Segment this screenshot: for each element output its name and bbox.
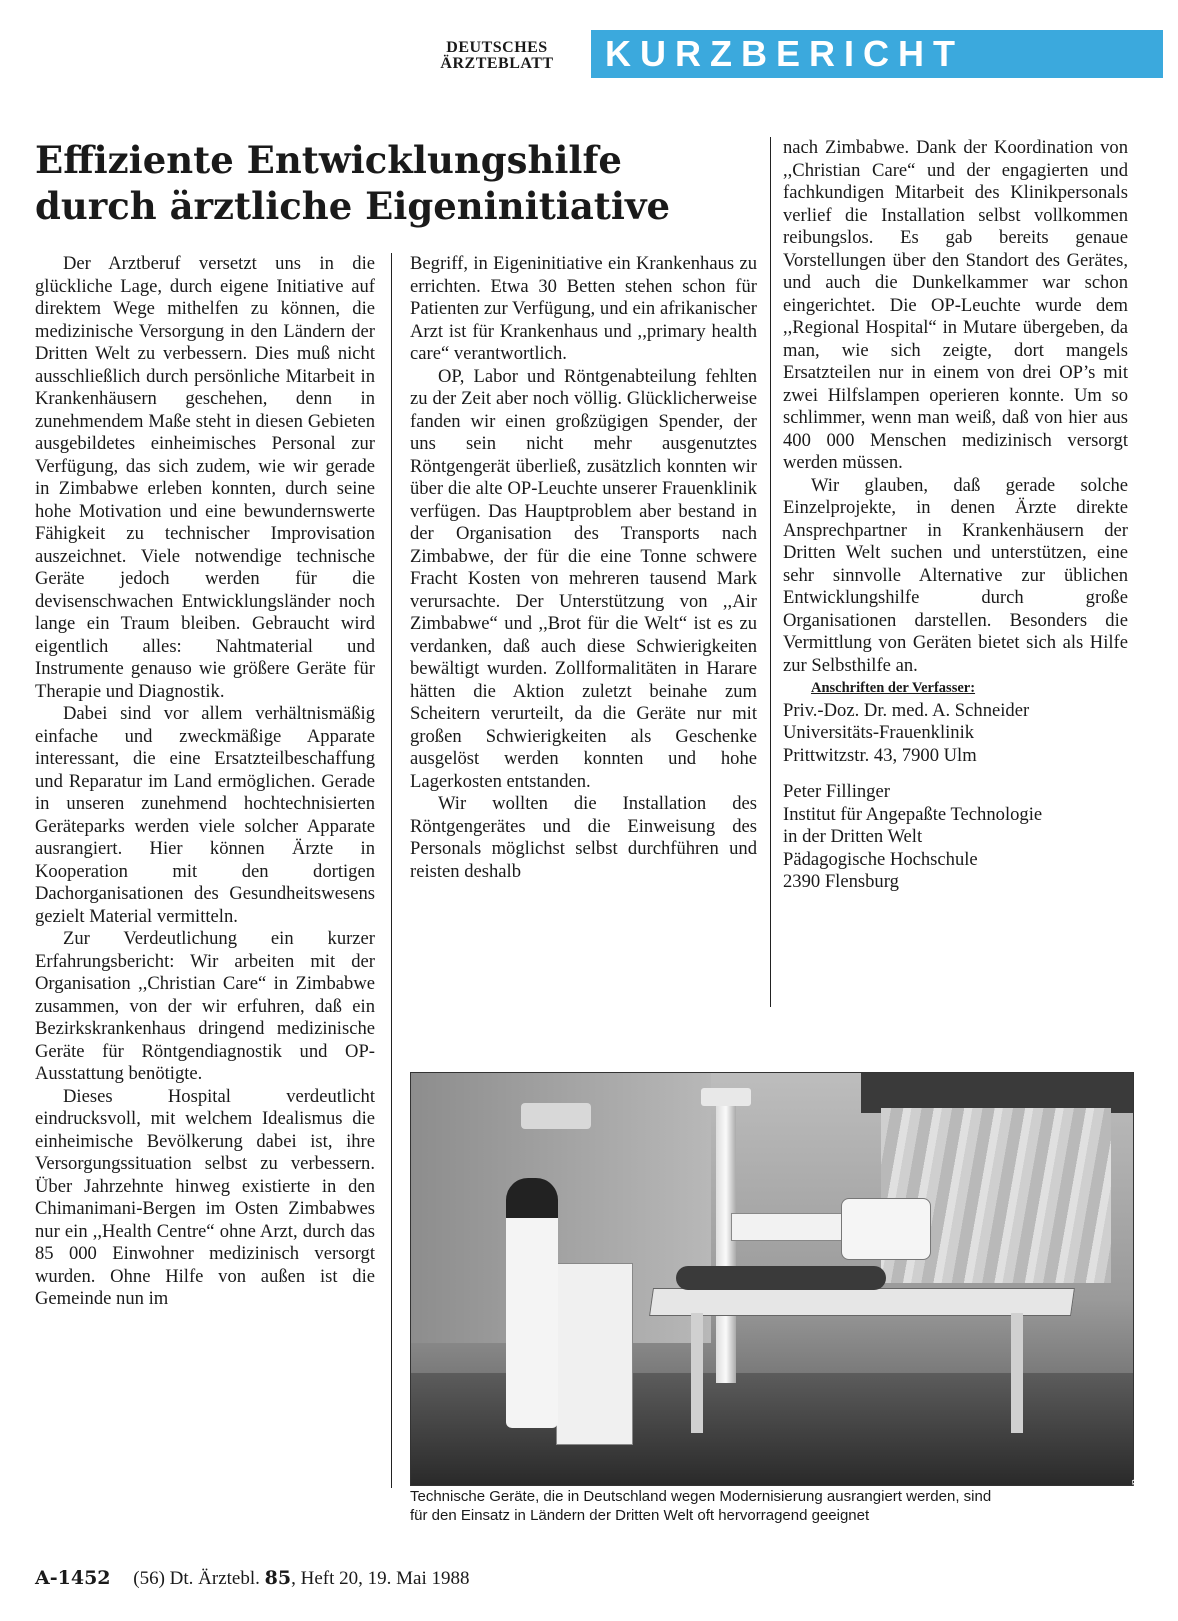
patient-figure [676, 1266, 886, 1290]
caption-line1: Technische Geräte, die in Deutschland wegen Modernisierung ausrangiert werden, sind [410, 1488, 992, 1505]
column-rule-1 [391, 253, 392, 1488]
paragraph: nach Zimbabwe. Dank der Koordination von ,,Christian Care“ und der engagierten und fachkundigen Mitarbeit des Klinikpersonals verlief die Installation selbst vollkommen reibungslos. Es gab bereits genaue Vorstellungen über den Standort des Gerätes, und auch die Dunkelkammer war schon eingerichtet. Die OP-Leuchte wurde dem ,,Regional Hospital“ in Mutare übergeben, da man, wie sich zeigte, dort mangels Ersatzteilen nur in einem von drei OP’s mit zwei Hilfslampen operieren konnte. Um so schlimmer, wenn man weiß, daß von hier aus 400 000 Menschen medizinisch versorgt werden müssen. [783, 137, 1128, 473]
caption-line2: für den Einsatz in Ländern der Dritten Welt oft hervorragend geeignet [410, 1507, 870, 1524]
paragraph: Dabei sind vor allem verhältnismäßig einfache und zweckmäßige Apparate interessant, die eine Ersatzteilbeschaffung und Reparatur im Land ermöglichen. Gerade in unseren zunehmend hochtechnisierten Geräteparks werden viele solcher Apparate ausrangiert. Hier können Ärzte in Kooperation mit den dortigen Dachorganisationen des Gesundheitswesens gezielt Material vermitteln. [35, 703, 375, 927]
headline-line2: durch ärztliche Eigeninitiative [35, 184, 670, 228]
photo-credit: Foto: Autoren [1129, 1479, 1141, 1546]
authors-heading: Anschriften der Verfasser: [811, 680, 976, 696]
author-name: Priv.-Doz. Dr. med. A. Schneider [783, 699, 1030, 721]
author-institution: Institut für Angepaßte Technologie [783, 803, 1043, 825]
technician-figure [506, 1178, 558, 1428]
paragraph: Begriff, in Eigeninitiative ein Krankenhaus zu errichten. Etwa 30 Betten stehen schon für Patienten zur Verfügung, und ein afrikanischer Arzt ist für Krankenhaus und ,,primary health care“ verantwortlich. [410, 253, 757, 364]
issue-date: , Heft 20, 19. Mai 1988 [291, 1568, 470, 1589]
photo-light [521, 1103, 591, 1129]
headline-line1: Effiziente Entwicklungshilfe [35, 138, 622, 182]
brand-line1: DEUTSCHES [446, 39, 548, 56]
author-address-1 [783, 700, 1128, 768]
table-leg [1011, 1313, 1023, 1433]
paragraph: Wir wollten die Installation des Röntgengerätes und die Einweisung des Personals möglichst selbst durchführen und reisten deshalb [410, 793, 757, 882]
page-footer [35, 1567, 469, 1590]
control-console [556, 1263, 633, 1445]
paragraph: Der Arztberuf versetzt uns in die glückliche Lage, durch eigene Initiative auf direktem Wege mithelfen zu können, die medizinische Versorgung in den Ländern der Dritten Welt zu verbessern. Dies muß nicht ausschließlich durch persönliche Mitarbeit in Krankenhäusern geschehen, denn in zunehmendem Maße steht in diesen Gebieten ausgebildetes einheimisches Personal zur Verfügung, das sich zudem, wie wir gerade in Zimbabwe erleben konnten, durch seine hohe Motivation und eine bewundernswerte Fähigkeit zu technischer Improvisation auszeichnet. Viele notwendige technische Geräte jedoch werden für die devisenschwachen Entwicklungsländer noch lange ein Traum bleiben. Gebraucht wird eigentlich alles: Nahtmaterial und Instrumente genauso wie größere Geräte für Therapie und Diagnostik. [35, 253, 375, 702]
paragraph: Dieses Hospital verdeutlicht eindrucksvoll, mit welchem Idealismus die einheimische Bevölkerung dabei ist, ihre Versorgungssituation selbst zu verbessern. Über Jahrzehnte hinweg existierte in den Chimanimani-Bergen im Osten Zimbabwes nur ein ,,Health Centre“ ohne Arzt, durch das 85 000 Einwohner medizinisch versorgt wurden. Ohne Hilfe von außen ist die Gemeinde nun im [35, 1085, 375, 1309]
volume: 85 [264, 1567, 292, 1589]
page-code: A-1452 [35, 1567, 111, 1589]
page-number: (56) [133, 1568, 165, 1589]
xray-tube [841, 1198, 931, 1260]
column-rule-2 [770, 137, 771, 1007]
photo-caption [410, 1487, 1132, 1525]
masthead [411, 30, 1163, 78]
author-institution: Universitäts-Frauenklinik [783, 722, 975, 743]
paragraph: Wir glauben, daß gerade solche Einzelprojekte, in denen Ärzte direkte Ansprechpartner in Krankenhäusern der Dritten Welt suchen und unterstützen, eine sehr sinnvolle Alternative zur üblichen Entwicklungshilfe durch große Organisationen darstellen. Besonders die Vermittlung von Geräten bietet sich als Hilfe zur Selbsthilfe an. [783, 474, 1128, 676]
examination-table [649, 1288, 1075, 1316]
paragraph: OP, Labor und Röntgenabteilung fehlten zu der Zeit aber noch völlig. Glücklicherweise fanden wir einen großzügigen Spender, der uns sein nicht mehr ausgenutztes Röntgengerät überließ, zusätzlich konnten wir über die alte OP-Leuchte unserer Frauenklinik verfügen. Das Hauptproblem aber bestand in der Organisation des Transports nach Zimbabwe, der für die eine Tonne schwere Fracht Kosten von mehreren tausend Mark verursachte. Der Unterstützung von ,,Air Zimbabwe“ und ,,Brot für die Welt“ ist es zu verdanken, daß auch diese Schwierigkeiten bewältigt wurden. Zollformalitäten in Harare hätten die Aktion zuletzt beinahe zum Scheitern verurteilt, da die Geräte nur mit großen Schwierigkeiten als Geschenke ausgelöst werden konnten und hohe Lagerkosten entstanden. [410, 365, 757, 792]
author-school: Pädagogische Hochschule [783, 848, 978, 870]
photo-window [861, 1073, 1133, 1113]
section-banner: KURZBERICHT [591, 30, 1163, 78]
journal-logo [411, 30, 583, 78]
table-leg [691, 1313, 703, 1433]
author-address-2 [783, 781, 1128, 894]
article-headline [35, 137, 765, 229]
article-column-1 [35, 253, 375, 1311]
author-street: Prittwitzstr. 43, 7900 Ulm [783, 744, 977, 766]
paragraph: Zur Verdeutlichung ein kurzer Erfahrungsbericht: Wir arbeiten mit der Organisation ,,Christian Care“ in Zimbabwe zusammen, von der wir erfuhren, daß ein Bezirkskrankenhaus dringend medizinische Geräte für Röntgendiagnostik und OP-Ausstattung benötigte. [35, 928, 375, 1084]
article-column-2 [410, 253, 757, 883]
author-institution-cont: in der Dritten Welt [783, 826, 923, 847]
article-column-3 [783, 137, 1128, 908]
author-name: Peter Fillinger [783, 781, 890, 802]
journal-name: Dt. Ärztebl. [169, 1568, 260, 1589]
xray-stand-top [701, 1088, 751, 1106]
brand-line2: ÄRZTEBLATT [440, 55, 554, 72]
author-city: 2390 Flensburg [783, 871, 899, 892]
